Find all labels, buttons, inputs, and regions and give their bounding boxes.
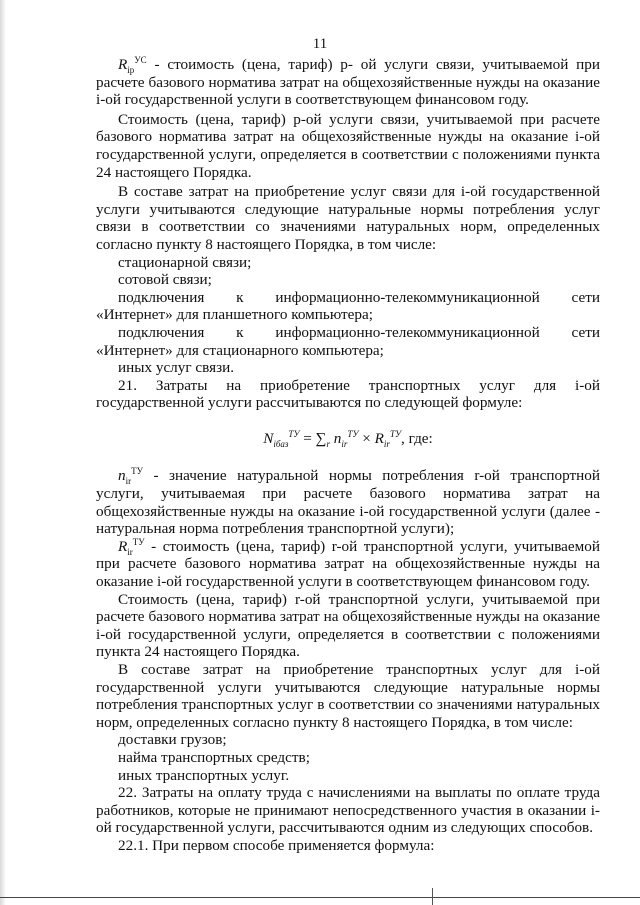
symbol-sub: ir [127,546,133,557]
symbol: R [118,537,128,555]
symbol-sup: УС [134,54,147,65]
formula-sup: ТУ [389,428,401,439]
list-item-internet-pc [96,324,600,342]
formula-sub: ir [383,438,390,449]
list-item-cont: «Интернет» для планшетного компьютера; [96,306,373,324]
formula-lhs: N [263,429,274,447]
symbol: n [118,467,126,485]
word: подключения [118,323,205,341]
definition-text: - значение натуральной нормы потребления r-ой транспортной услуги, учитываемая при расчете базового норматива затрат на общехозяйственные нужды на оказание i-ой государственной услуги (далее - натуральная норма потребления транспортной услуги); [96,467,600,538]
paragraph-22: 22. Затраты на оплату труда с начислениями на выплаты по оплате труда работников, которые не принимают непосредственного участия в оказании i-ой государственной услуги, рассчитываются одним из следующих способов. [96,784,600,837]
definition-n-transport [96,467,600,537]
symbol-sub: ir [125,476,132,487]
word: к [236,323,244,341]
formula-sub: iбаз [273,438,289,449]
formula-eq: = [303,429,312,447]
symbol: R [118,56,128,73]
document-body [96,56,600,855]
page-bottom-mark [432,888,433,905]
symbol-sup: ТУ [132,536,145,547]
word: информационно-телекоммуникационной [275,323,540,341]
paragraph-communication-cost: Стоимость (цена, тариф) p-ой услуги связи, учитываемой при расчете базового норматива затрат на общехозяйственные нужды на оказание i-ой государственной услуги, определяется в соответствии с положениями пункта 24 настоящего Порядка. [96,110,600,181]
list-item-cont: «Интернет» для стационарного компьютера; [96,341,384,359]
formula-sum: ∑ [315,429,327,447]
definition-text: - стоимость (цена, тариф) r-ой транспортной услуги, учитываемой при расчете базового норматива затрат на общехозяйственные нужды на оказание i-ой государственной услуги в соответствующем финансовом году. [96,537,600,591]
word: к [236,288,244,306]
list-item: стационарной связи; [118,253,252,271]
definition-r-communication [96,56,600,109]
definition-r-transport [96,538,600,591]
word: информационно-телекоммуникационной [275,288,540,306]
formula-n: n [333,429,342,447]
paragraph-21: 21. Затраты на приобретение транспортных услуг для i-ой государственной услуги рассчитываются по следующей формуле: [96,376,600,412]
paragraph-transport-cost: Стоимость (цена, тариф) r-ой транспортной услуги, учитываемой при расчете базового норматива затрат на общехозяйственные нужды на оказание i-ой государственной услуги, определяется в соответствии с положениями пункта 24 настоящего Порядка. [96,590,600,661]
word: подключения [118,288,205,306]
formula-tail: , где: [401,429,433,447]
page-bottom-rule [0,897,640,898]
formula-transport [96,430,600,448]
list-item: найма транспортных средств; [118,748,310,766]
definition-text: - стоимость (цена, тариф) p- ой услуги связи, учитываемой при расчете базового норматива затрат на общехозяйственные нужды на оказание i-ой государственной услуги в соответствующем финансовом году. [96,56,600,109]
formula-r: R [374,429,384,447]
formula-sup: ТУ [288,428,300,439]
paragraph-communication-norms: В составе затрат на приобретение услуг связи для i-ой государственной услуги учитываются следующие натуральные нормы потребления услуг связи в соответствии со значениями натуральных норм, определенных согласно пункту 8 настоящего Порядка, в том числе: [96,183,600,253]
symbol-sup: ТУ [131,466,143,477]
formula-times: × [362,429,371,447]
formula-sup: ТУ [347,428,359,439]
symbol-sub: ip [127,65,135,76]
list-item: доставки грузов; [118,731,227,749]
formula-sub: ir [341,438,348,449]
paragraph-transport-norms: В составе затрат на приобретение транспортных услуг для i-ой государственной услуги учитываются следующие натуральные нормы потребления транспортных услуг в соответствии со значениями натуральных норм, определенных согласно пункту 8 настоящего Порядка, в том числе: [96,661,600,731]
word: сети [571,288,600,306]
list-item: иных транспортных услуг. [118,766,290,784]
list-item: сотовой связи; [118,271,212,289]
paragraph-22-1: 22.1. При первом способе применяется формула: [118,836,435,854]
scan-shadow [0,0,6,905]
list-item-internet-tablet [96,289,600,307]
page-number: 11 [312,36,328,52]
list-item: иных услуг связи. [118,359,235,377]
word: сети [571,323,600,341]
formula-sub: r [326,438,330,449]
